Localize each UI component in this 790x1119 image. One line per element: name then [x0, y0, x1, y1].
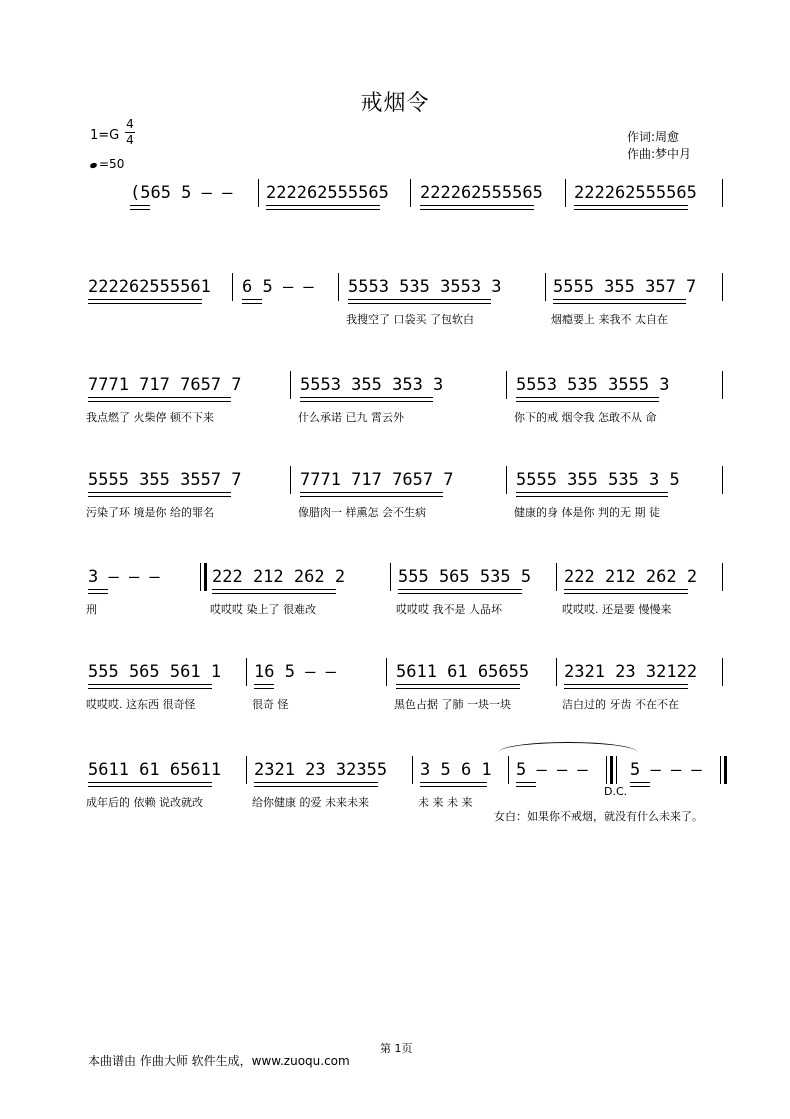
beam-line: [88, 397, 231, 402]
measure-lyrics: 洁白过的 牙齿 不在不在: [562, 698, 679, 711]
footer-credit: 本曲谱由 作曲大师 软件生成，www.zuoqu.com: [88, 1054, 350, 1068]
beam-line: [254, 782, 378, 787]
beam-line: [266, 205, 380, 210]
slur-arc: [498, 742, 638, 763]
measure-notes: 222262555561: [88, 277, 211, 297]
beam-line: [516, 492, 668, 497]
measure-notes: 7771 717 7657 7: [300, 470, 454, 490]
key-signature: 1=G: [90, 128, 120, 143]
barline: [410, 179, 411, 207]
measure-notes: 222 212 262 2: [564, 567, 698, 587]
measure-notes: 16 5 — —: [254, 662, 336, 682]
barline: [506, 371, 507, 399]
barline: [390, 563, 391, 591]
beam-line: [564, 684, 688, 689]
measure-notes: 3 5 6 1: [420, 760, 492, 780]
beam-line: [88, 684, 212, 689]
beam-line: [300, 397, 433, 402]
beam-line: [88, 492, 231, 497]
lyricist: 作词:周愈: [627, 130, 680, 144]
barline: [724, 756, 727, 784]
measure-lyrics: 你下的戒 烟令我 怎敢不从 命: [514, 411, 657, 424]
time-signature: [125, 118, 135, 147]
beam-line: [300, 492, 443, 497]
measure-notes: 5555 355 535 3 5: [516, 470, 680, 490]
measure-notes: 222 212 262 2: [212, 567, 346, 587]
beam-line: [516, 397, 659, 402]
barline: [722, 658, 723, 686]
barline: [412, 756, 413, 784]
beam-line: [88, 589, 108, 594]
barline: [722, 179, 723, 207]
measure-lyrics: 成年后的 依赖 说改就改: [86, 796, 203, 809]
measure-notes: 5555 355 357 7: [553, 277, 697, 297]
barline: [246, 756, 247, 784]
measure-notes: 5 — — —: [516, 760, 588, 780]
beam-line: [88, 782, 212, 787]
measure-lyrics: 我搜空了 口袋买 了包软白: [346, 313, 474, 326]
measure-lyrics: 给你健康 的爱 未来未来: [252, 796, 369, 809]
measure-notes: 222262555565: [266, 183, 389, 203]
dc-marking: D.C.: [604, 785, 628, 798]
barline: [258, 179, 259, 207]
beam-line: [516, 782, 536, 787]
barline: [290, 371, 291, 399]
measure-notes: 3 — — —: [88, 567, 160, 587]
beam-line: [553, 299, 686, 304]
measure-notes: 7771 717 7657 7: [88, 375, 242, 395]
barline: [720, 756, 721, 784]
measure-notes: 5553 355 353 3: [300, 375, 444, 395]
barline: [545, 273, 546, 301]
barline: [246, 658, 247, 686]
measure-lyrics: 哎哎哎 我不是 人品坏: [396, 603, 502, 616]
barline: [232, 273, 233, 301]
measure-notes: 222262555565: [574, 183, 697, 203]
measure-notes: 5553 535 3555 3: [516, 375, 670, 395]
barline: [386, 658, 387, 686]
measure-lyrics: 哎哎哎. 还是要 慢慢来: [562, 603, 672, 616]
measure-lyrics: 健康的身 体是你 判的无 期 徒: [514, 506, 660, 519]
quarter-note-icon: [89, 162, 97, 169]
barline: [290, 466, 291, 494]
measure-notes: 2321 23 32122: [564, 662, 698, 682]
beam-line: [396, 684, 520, 689]
measure-notes: 222262555565: [420, 183, 543, 203]
barline: [565, 179, 566, 207]
beam-line: [398, 589, 522, 594]
beam-line: [420, 205, 534, 210]
measure-notes: (565 5 — —: [130, 183, 233, 203]
beam-line: [242, 299, 262, 304]
measure-lyrics: 污染了环 境是你 给的罪名: [86, 506, 214, 519]
beam-line: [130, 205, 150, 210]
beam-line: [564, 589, 688, 594]
measure-lyrics: 像腊肉一 样熏怎 会不生病: [298, 506, 426, 519]
measure-notes: 5553 535 3553 3: [348, 277, 502, 297]
barline: [722, 273, 723, 301]
composer: 作曲:梦中月: [627, 147, 692, 161]
barline: [722, 466, 723, 494]
beam-line: [254, 684, 274, 689]
beam-line: [630, 782, 650, 787]
barline: [722, 563, 723, 591]
measure-lyrics: 我点燃了 火柴停 顿不下来: [86, 411, 214, 424]
beam-line: [212, 589, 336, 594]
measure-lyrics: 哎哎哎. 这东西 很奇怪: [86, 698, 196, 711]
barline: [506, 466, 507, 494]
beam-line: [348, 299, 491, 304]
measure-lyrics: 黑色占据 了肺 一块一块: [394, 698, 511, 711]
barline: [556, 658, 557, 686]
spoken-line: 女白：如果你不戒烟，就没有什么未来了。: [494, 810, 703, 823]
time-sig-bottom: 4: [126, 133, 134, 147]
page-number: 第 1页: [380, 1042, 413, 1055]
measure-notes: 5 — — —: [630, 760, 702, 780]
measure-notes: 555 565 535 5: [398, 567, 532, 587]
beam-line: [574, 205, 688, 210]
barline: [200, 563, 201, 591]
measure-lyrics: 哎哎哎 染上了 很难改: [210, 603, 316, 616]
barline: [338, 273, 339, 301]
measure-notes: 5611 61 65611: [88, 760, 222, 780]
measure-lyrics: 什么承诺 已九 霄云外: [298, 411, 404, 424]
beam-line: [420, 782, 487, 787]
measure-lyrics: 烟瘾要上 来我不 太自在: [551, 313, 668, 326]
measure-notes: 2321 23 32355: [254, 760, 388, 780]
barline: [204, 563, 207, 591]
measure-notes: 6 5 — —: [242, 277, 314, 297]
barline: [722, 371, 723, 399]
beam-line: [88, 299, 202, 304]
measure-lyrics: 刑: [86, 603, 97, 616]
measure-notes: 555 565 561 1: [88, 662, 222, 682]
measure-notes: 5611 61 65655: [396, 662, 530, 682]
barline: [556, 563, 557, 591]
measure-lyrics: 很奇 怪: [252, 698, 289, 711]
tempo-marking: =50: [90, 157, 124, 171]
time-sig-top: 4: [126, 117, 134, 131]
measure-notes: 5555 355 3557 7: [88, 470, 242, 490]
score-title: 戒烟令: [360, 91, 430, 116]
measure-lyrics: 未 来 未 来: [418, 796, 473, 809]
